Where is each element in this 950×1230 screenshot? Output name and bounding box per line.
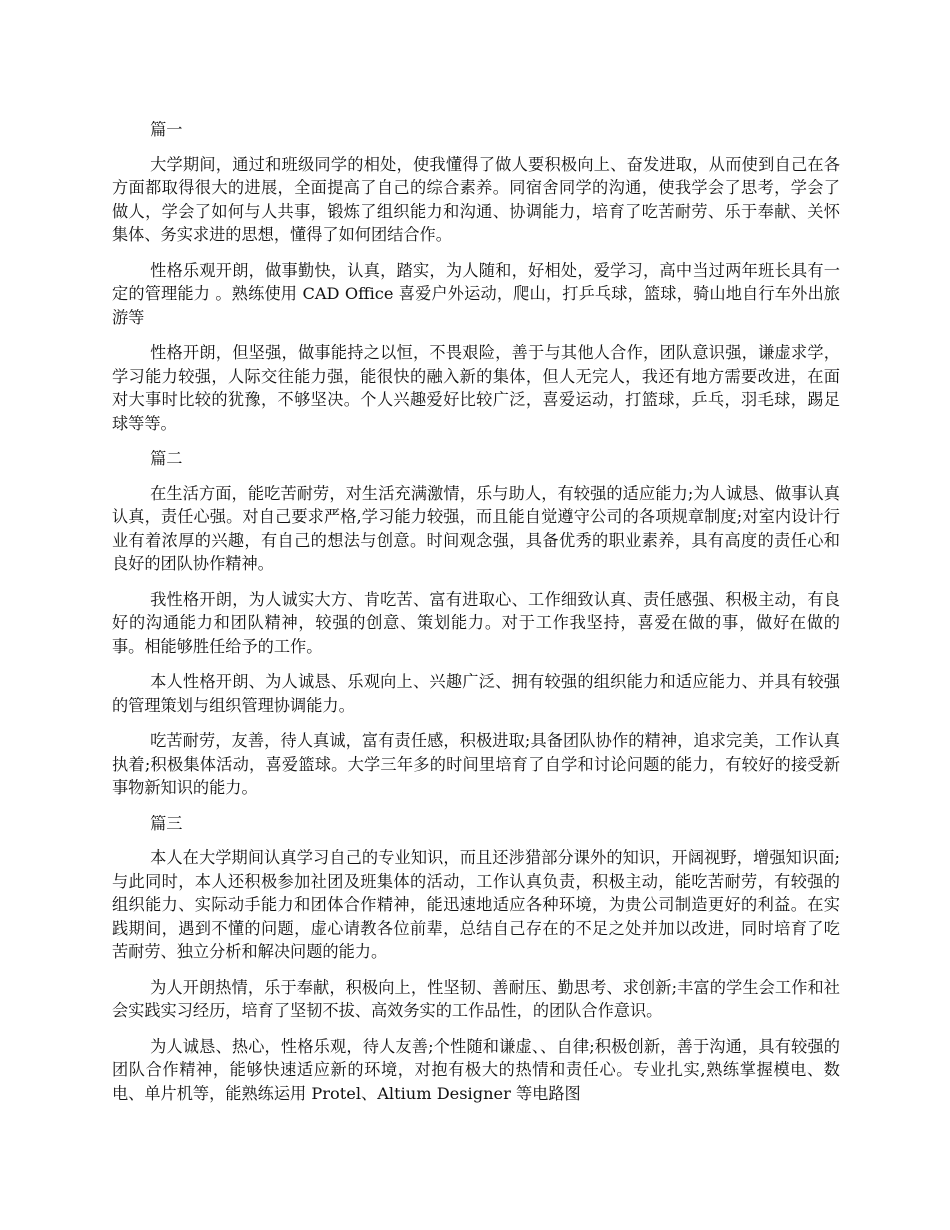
section-heading: 篇一 bbox=[150, 120, 183, 139]
paragraph: 为人诚恳、热心，性格乐观，待人友善;个性随和谦虚、、自律;积极创新，善于沟通，具有较强的团队合作精神，能够快速适应新的环境，对抱有极大的热情和责任心。专业扎实,熟练掌握模电、数电、单片机等，能熟练运用 Protel、Altium Designer 等电路图 bbox=[112, 1036, 840, 1103]
paragraph: 本人性格开朗、为人诚恳、乐观向上、兴趣广泛、拥有较强的组织能力和适应能力、并具有较强的管理策划与组织管理协调能力。 bbox=[112, 672, 840, 715]
document-page bbox=[112, 118, 840, 1117]
paragraph: 我性格开朗，为人诚实大方、肯吃苦、富有进取心、工作细致认真、责任感强、积极主动，有良好的沟通能力和团队精神，较强的创意、策划能力。对于工作我坚持，喜爱在做的事，做好在做的事。相能够胜任给予的工作。 bbox=[112, 589, 840, 656]
paragraph: 本人在大学期间认真学习自己的专业知识，而且还涉猎部分课外的知识，开阔视野，增强知识面;与此同时，本人还积极参加社团及班集体的活动，工作认真负责，积极主动，能吃苦耐劳，有较强的组织能力、实际动手能力和团体合作精神，能迅速地适应各种环境，为贵公司制造更好的利益。在实践期间，遇到不懂的问题，虚心请教各位前辈，总结自己存在的不足之处并加以改进，同时培育了吃苦耐劳、独立分析和解决问题的能力。 bbox=[112, 848, 840, 961]
paragraph: 性格乐观开朗，做事勤快，认真，踏实，为人随和，好相处，爱学习，高中当过两年班长具有一定的管理能力 。熟练使用 CAD Office 喜爱户外运动，爬山，打乒乓球，篮球，骑山地自行车外出旅游等 bbox=[112, 260, 840, 327]
paragraph: 在生活方面，能吃苦耐劳，对生活充满激情，乐与助人，有较强的适应能力;为人诚恳、做事认真认真，责任心强。对自己要求严格,学习能力较强，而且能自觉遵守公司的各项规章制度;对室内设计行业有着浓厚的兴趣，有自己的想法与创意。时间观念强，具备优秀的职业素养，具有高度的责任心和良好的团队协作精神。 bbox=[112, 483, 840, 573]
paragraph: 为人开朗热情，乐于奉献，积极向上，性坚韧、善耐压、勤思考、求创新;丰富的学生会工作和社会实践实习经历，培育了坚韧不拔、高效务实的工作品性，的团队合作意识。 bbox=[112, 977, 840, 1020]
paragraph: 吃苦耐劳，友善，待人真诚，富有责任感，积极进取;具备团队协作的精神，追求完美，工作认真执着;积极集体活动，喜爱篮球。大学三年多的时间里培育了自学和讨论问题的能力，有较好的接受新事物新知识的能力。 bbox=[112, 731, 840, 797]
section-heading: 篇二 bbox=[150, 449, 183, 468]
paragraph: 性格开朗，但坚强，做事能持之以恒，不畏艰险，善于与其他人合作，团队意识强，谦虚求学，学习能力较强，人际交往能力强，能很快的融入新的集体，但人无完人，我还有地方需要改进，在面对大事时比较的犹豫，不够坚决。个人兴趣爱好比较广泛，喜爱运动，打篮球，乒乓，羽毛球，踢足球等等。 bbox=[112, 343, 840, 433]
paragraph: 大学期间，通过和班级同学的相处，使我懂得了做人要积极向上、奋发进取，从而使到自己在各方面都取得很大的进展，全面提高了自己的综合素养。同宿舍同学的沟通，使我学会了思考，学会了做人，学会了如何与人共事，锻炼了组织能力和沟通、协调能力，培育了吃苦耐劳、乐于奉献、关怀集体、务实求进的思想，懂得了如何团结合作。 bbox=[112, 154, 840, 244]
section-heading: 篇三 bbox=[150, 813, 183, 833]
